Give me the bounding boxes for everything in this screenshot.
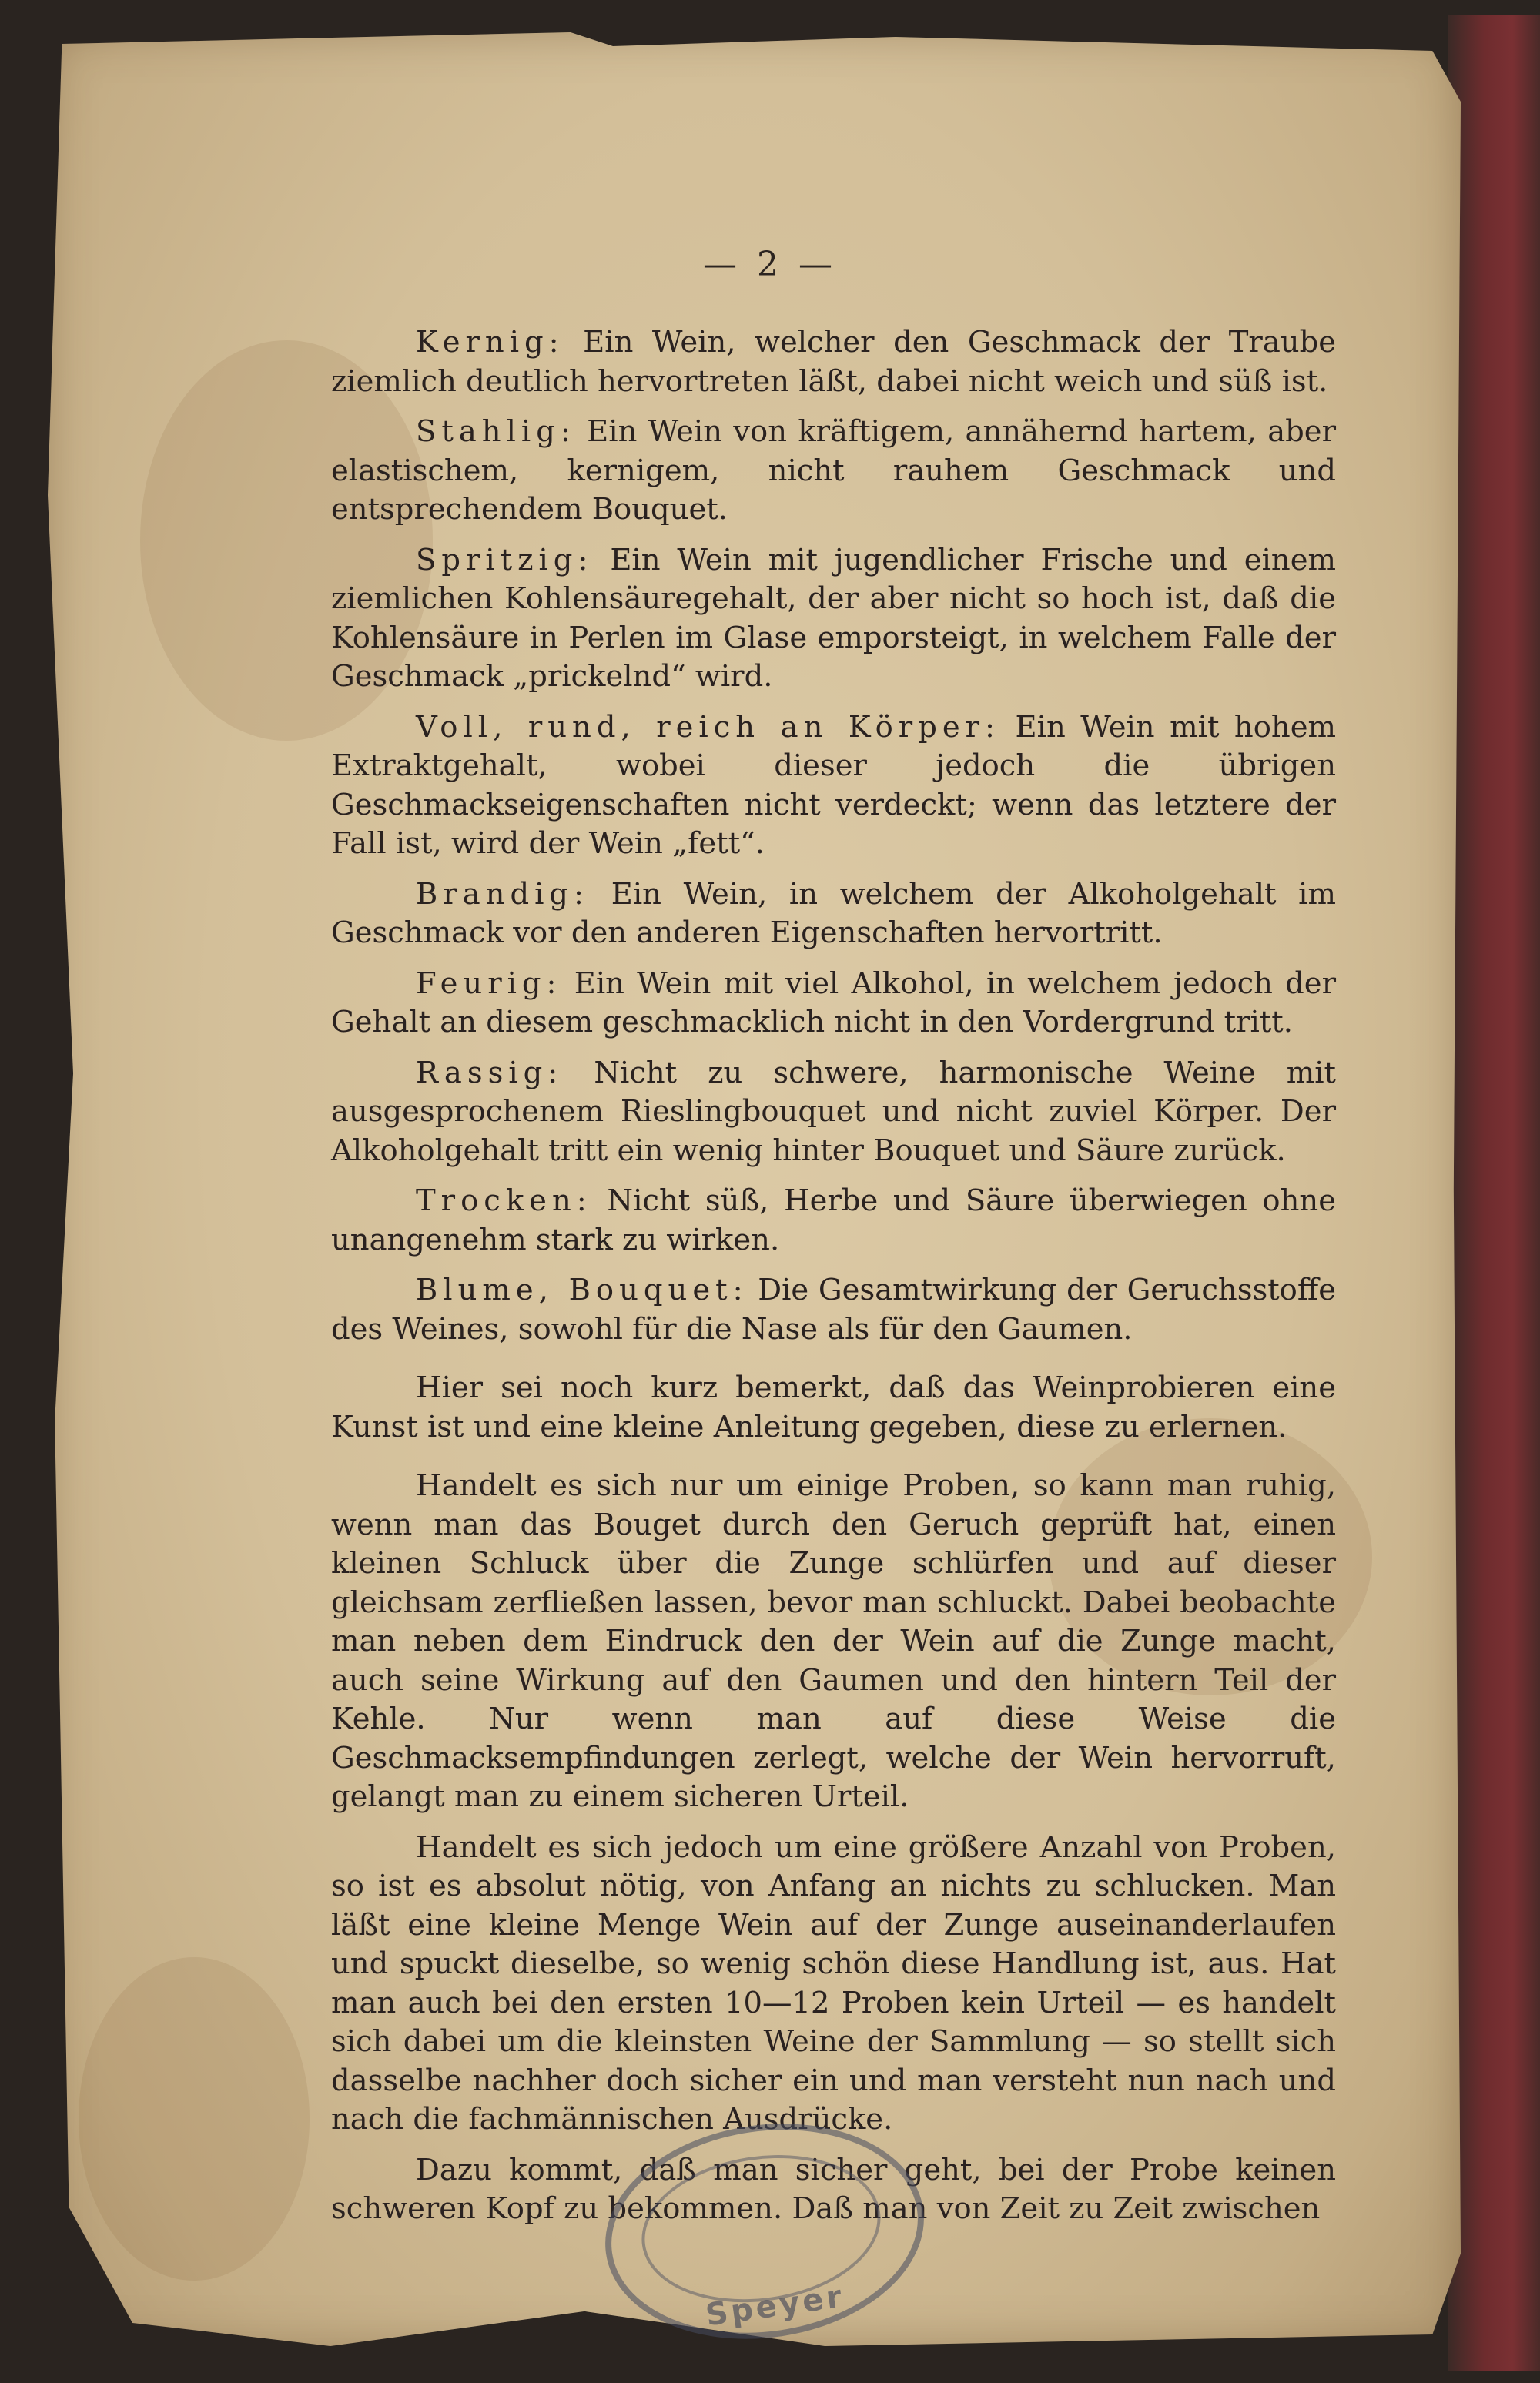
- term-label: Kernig:: [416, 325, 564, 360]
- definition-stahlig: [331, 413, 1336, 530]
- definition-rassig: [331, 1054, 1336, 1171]
- definition-text: Ein Wein, in welchem der Alkoholgehalt im Geschmack vor den anderen Eigenschaften hervortritt.: [331, 876, 1336, 950]
- definition-feurig: [331, 965, 1336, 1043]
- definition-brandig: [331, 875, 1336, 953]
- definition-kernig: [331, 323, 1336, 401]
- prose-paragraph: Hier sei noch kurz bemerkt, daß das Weinprobieren eine Kunst ist und eine kleine Anleitung gegeben, diese zu erlernen.: [331, 1371, 1336, 1444]
- book-cover-edge: [1448, 15, 1540, 2371]
- term-label: Brandig:: [416, 876, 590, 912]
- stamp-text: Speyer: [703, 2278, 847, 2334]
- definition-spritzig: [331, 541, 1336, 697]
- definition-trocken: [331, 1182, 1336, 1260]
- term-label: Spritzig:: [416, 542, 594, 577]
- definition-blume: [331, 1271, 1336, 1349]
- definition-text: Ein Wein mit jugendlicher Frische und einem ziemlichen Kohlensäuregehalt, der aber nicht so hoch ist, daß die Kohlensäure in Perlen im Glase emporsteigt, in welchem Falle der Geschmack „prickelnd“ wird.: [331, 542, 1336, 694]
- term-label: Blume, Bouquet:: [416, 1273, 748, 1307]
- prose-paragraph: Dazu kommt, daß man sicher geht, bei der Probe keinen schweren Kopf zu bekommen. Daß man von Zeit zu Zeit zwischen: [331, 2152, 1336, 2226]
- definition-text: Nicht zu schwere, harmonische Weine mit ausgesprochenem Rieslingbouquet und nicht zuviel Körper. Der Alkoholgehalt tritt ein wenig hinter Bouquet und Säure zurück.: [331, 1055, 1336, 1168]
- definition-voll: [331, 708, 1336, 864]
- page-body: [331, 323, 1336, 2241]
- definition-text: Nicht süß, Herbe und Säure überwiegen ohne unangenehm stark zu wirken.: [331, 1183, 1336, 1257]
- definition-text: Ein Wein von kräftigem, annähernd hartem, aber elastischem, kernigem, nicht rauhem Geschmack und entsprechendem Bouquet.: [331, 414, 1336, 527]
- term-label: Rassig:: [416, 1055, 564, 1090]
- prose-paragraph: Handelt es sich jedoch um eine größere Anzahl von Proben, so ist es absolut nötig, von Anfang an nichts zu schlucken. Man läßt eine kleine Menge Wein auf der Zunge auseinanderlaufen und spuckt dieselbe, so wenig schön diese Handlung ist, aus. Hat man auch bei den ersten 10—12 Proben kein Urteil — es handelt sich dabei um die kleinsten Weine der Sammlung — so stellt sich dasselbe nachher doch sicher ein und man versteht nun nach und nach die fachmännischen Ausdrücke.: [331, 1829, 1336, 2137]
- term-label: Voll, rund, reich an Körper:: [416, 709, 1001, 745]
- definition-text: Die Gesamtwirkung der Geruchsstoffe des Weines, sowohl für die Nase als für den Gaumen.: [331, 1273, 1336, 1347]
- definition-text: Ein Wein mit hohem Extraktgehalt, wobei dieser jedoch die übrigen Geschmackseigenschaften nicht verdeckt; wenn das letztere der Fall ist, wird der Wein „fett“.: [331, 709, 1336, 861]
- term-label: Feurig:: [416, 966, 562, 1001]
- term-label: Stahlig:: [416, 414, 576, 449]
- term-label: Trocken:: [416, 1183, 592, 1218]
- paper-stain: [79, 1957, 310, 2281]
- definition-text: Ein Wein mit viel Alkohol, in welchem jedoch der Gehalt an diesem geschmacklich nicht in den Vordergrund tritt.: [331, 966, 1336, 1039]
- prose-paragraph: Handelt es sich nur um einige Proben, so kann man ruhig, wenn man das Bouget durch den Geruch geprüft hat, einen kleinen Schluck über die Zunge schlürfen und auf dieser gleichsam zerfließen lassen, bevor man schluckt. Dabei beobachte man neben dem Eindruck den der Wein auf die Zunge macht, auch seine Wirkung auf den Gaumen und den hintern Teil der Kehle. Nur wenn man auf diese Weise die Geschmacksempfindungen zerlegt, welche der Wein hervorruft, gelangt man zu einem sicheren Urteil.: [331, 1468, 1336, 1814]
- page-number: — 2 —: [703, 245, 837, 284]
- definition-text: Ein Wein, welcher den Geschmack der Traube ziemlich deutlich hervortreten läßt, dabei nicht weich und süß ist.: [331, 325, 1336, 399]
